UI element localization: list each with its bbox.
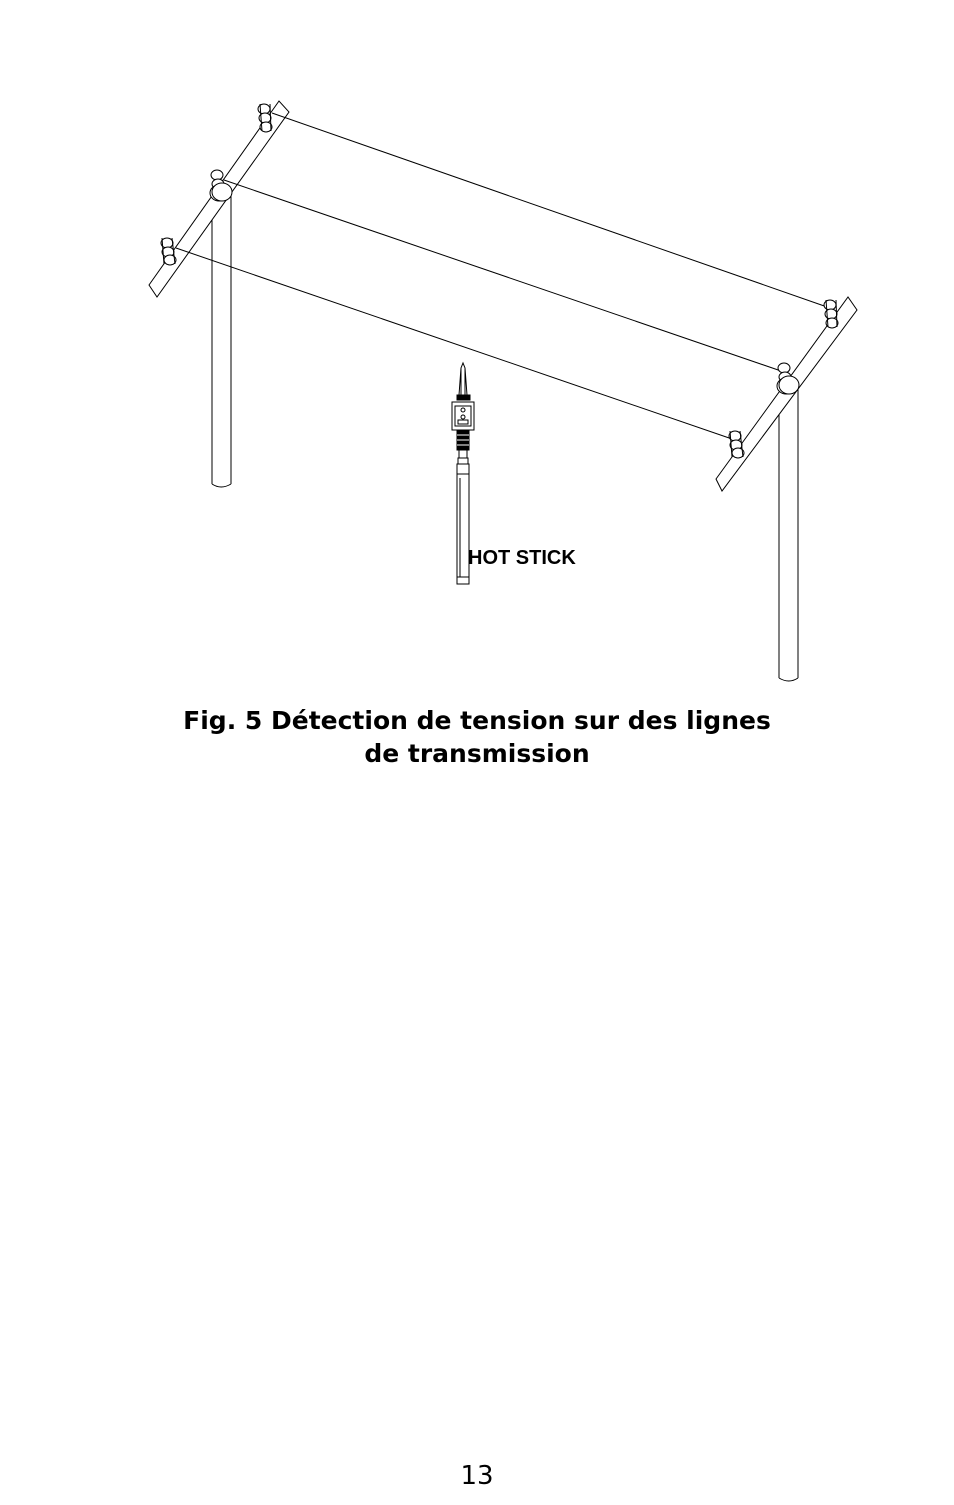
- insulator-right-middle: [777, 363, 799, 394]
- left-utility-pole: [212, 194, 231, 487]
- right-utility-pole: [779, 385, 798, 681]
- insulator-right-bottom: [729, 431, 744, 458]
- insulator-left-bottom: [161, 238, 176, 265]
- hot-stick-label: HOT STICK: [468, 547, 576, 569]
- caption-line-2: de transmission: [364, 739, 590, 768]
- figure-caption: [0, 704, 954, 770]
- caption-line-1: Fig. 5 Détection de tension sur des lignes: [183, 706, 771, 735]
- left-insulators: [161, 104, 272, 265]
- transmission-line-illustration: [0, 0, 954, 700]
- insulator-left-top: [258, 104, 272, 132]
- page-number: 13: [460, 1461, 494, 1491]
- insulator-right-top: [824, 300, 838, 328]
- right-insulators: [729, 300, 838, 458]
- transmission-wires: [176, 113, 830, 440]
